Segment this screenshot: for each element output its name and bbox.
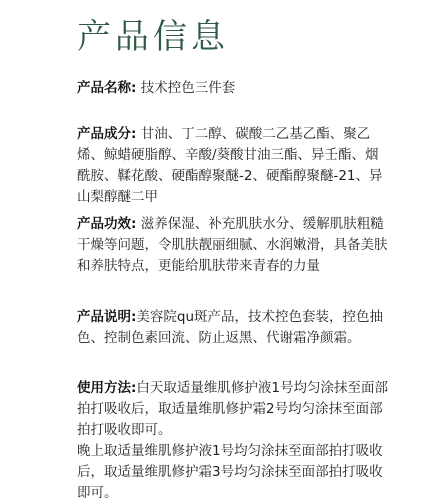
ingredients-label: 产品成分: (77, 126, 137, 142)
product-name-label: 产品名称: (77, 80, 137, 96)
description-section (77, 307, 389, 349)
usage-night-text: 晚上取适量维肌修护液1号均匀涂抹至面部拍打吸收后，取适量维肌修护霜3号均匀涂抹至面部拍打吸收即可。 (77, 443, 383, 501)
usage-section (77, 378, 389, 504)
description-label: 产品说明: (77, 309, 137, 325)
description-value: 美容院qu斑产品，技术控色套装，控色抽色、控制色素回流、防止返黑、代谢霜净颜霜。 (77, 309, 384, 346)
usage-day-paragraph (77, 378, 389, 441)
effect-section (77, 214, 389, 277)
ingredients-section (77, 124, 389, 208)
effect-label: 产品功效: (77, 216, 137, 232)
effect-value: 滋养保湿、补充肌肤水分、缓解肌肤粗糙干燥等问题，令肌肤靓丽细腻、水润嫩滑，具备美肤和养肤特点，更能给肌肤带来青春的力量 (77, 216, 388, 274)
product-name-section (77, 78, 389, 99)
page-title: 产品信息 (77, 17, 229, 57)
usage-label: 使用方法: (77, 380, 137, 396)
usage-day-text: 白天取适量维肌修护液1号均匀涂抹至面部拍打吸收后，取适量维肌修护霜2号均匀涂抹至面部拍打吸收即可。 (77, 380, 388, 438)
product-name-value: 技术控色三件套 (136, 80, 236, 96)
ingredients-value: 甘油、丁二醇、碳酸二乙基乙酯、聚乙烯、鲸蜡硬脂醇、辛酸/葵酸甘油三酯、异壬酯、烟酰胺、鞣花酸、硬酯醇聚醚-2、硬酯醇聚醚-21、异山梨醇醚二甲 (77, 126, 383, 205)
